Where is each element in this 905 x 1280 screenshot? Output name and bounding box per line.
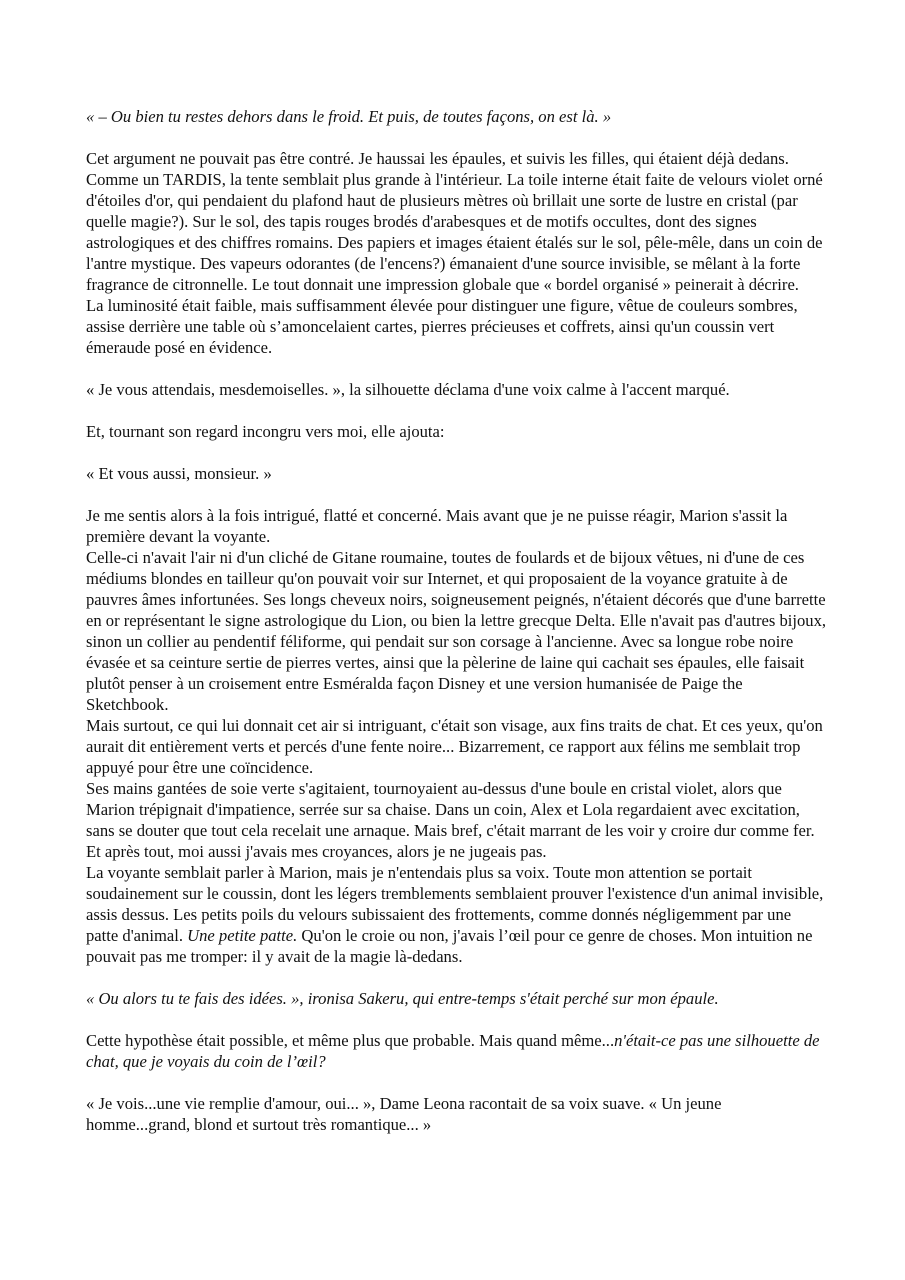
- paragraph-6: [86, 421, 826, 442]
- paragraph-11-text: Ses mains gantées de soie verte s'agitaient, tournoyaient au-dessus d'une boule en cristal violet, alors que Marion trépignait d'impatience, serrée sur sa chaise. Dans un coin, Alex et Lola regardaient avec excitation, sans se douter que tout cela recelait une arnaque. Mais bref, c'était marrant de les voir y croire dur comme fer. Et après tout, moi aussi j'avais mes croyances, alors je ne jugeais pas.: [86, 779, 815, 861]
- paragraph-5: [86, 379, 826, 400]
- paragraph-9-text: Celle-ci n'avait l'air ni d'un cliché de Gitane roumaine, toutes de foulards et de bijoux vêtues, ni d'une de ces médiums blondes en tailleur qu'on pouvait voir sur Internet, et qui proposaient de la voyance gratuite à de pauvres âmes infortunées. Ses longs cheveux noirs, soigneusement peignés, n'étaient décorés que d'une barrette en or représentant le signe astrologique du Lion, ou bien la lettre grecque Delta. Elle n'avait pas d'autres bijoux, sinon un collier au pendentif féliforme, qui pendait sur son corsage à l'ancienne. Avec sa longue robe noire évasée et sa ceinture sertie de pierres vertes, ainsi que la pèlerine de laine qui cachait ses épaules, elle faisait plutôt penser à un croisement entre Esméralda façon Disney et une version humanisée de Paige the Sketchbook.: [86, 548, 827, 714]
- paragraph-2-text: Cet argument ne pouvait pas être contré. Je haussai les épaules, et suivis les filles, qui étaient déjà dedans.: [86, 149, 789, 168]
- paragraph-7: [86, 463, 826, 484]
- paragraph-5-text: « Je vous attendais, mesdemoiselles. », la silhouette déclama d'une voix calme à l'accent marqué.: [86, 380, 730, 399]
- document-page: [86, 106, 826, 1135]
- paragraph-6-text: Et, tournant son regard incongru vers moi, elle ajouta:: [86, 422, 445, 441]
- paragraph-11: [86, 778, 826, 862]
- paragraph-12: [86, 862, 826, 967]
- paragraph-15-text: « Je vois...une vie remplie d'amour, oui... », Dame Leona racontait de sa voix suave. « Un jeune homme...grand, blond et surtout très romantique... »: [86, 1094, 722, 1134]
- paragraph-14-text-b: n'était-ce pas une silhouette de chat, que je voyais du coin de l’œil?: [86, 1031, 820, 1071]
- paragraph-10: [86, 715, 826, 778]
- paragraph-4-text: La luminosité était faible, mais suffisamment élevée pour distinguer une figure, vêtue de couleurs sombres, assise derrière une table où s’amoncelaient cartes, pierres précieuses et coffrets, ainsi qu'un coussin vert émeraude posé en évidence.: [86, 296, 798, 357]
- paragraph-12-text-a: La voyante semblait parler à Marion, mais je n'entendais plus sa voix. Toute mon attention se portait soudainement sur le coussin, dont les légers tremblements semblaient prouver l'existence d'un animal invisible, assis dessus. Les petits poils du velours subissaient des frottements, comme donnés négligemment par une patte d'animal.: [86, 863, 824, 945]
- paragraph-9: [86, 547, 826, 715]
- paragraph-8-text: Je me sentis alors à la fois intrigué, flatté et concerné. Mais avant que je ne puisse réagir, Marion s'assit la première devant la voyante.: [86, 506, 788, 546]
- paragraph-3: [86, 169, 826, 295]
- paragraph-7-text: « Et vous aussi, monsieur. »: [86, 464, 272, 483]
- paragraph-2: [86, 148, 826, 169]
- paragraph-13-text: « Ou alors tu te fais des idées. », ironisa Sakeru, qui entre-temps s'était perché sur mon épaule.: [86, 989, 719, 1008]
- paragraph-12-text-c: Qu'on le croie ou non, j'avais l’œil pour ce genre de choses. Mon intuition ne pouvait pas me tromper: il y avait de la magie là-dedans.: [86, 926, 813, 966]
- paragraph-8: [86, 505, 826, 547]
- paragraph-1: [86, 106, 826, 127]
- paragraph-1-text: « – Ou bien tu restes dehors dans le froid. Et puis, de toutes façons, on est là. »: [86, 107, 612, 126]
- paragraph-15: [86, 1093, 826, 1135]
- paragraph-14: [86, 1030, 826, 1072]
- paragraph-12-text-b: Une petite patte.: [187, 926, 298, 945]
- paragraph-10-text: Mais surtout, ce qui lui donnait cet air si intriguant, c'était son visage, aux fins traits de chat. Et ces yeux, qu'on aurait dit entièrement verts et percés d'une fente noire... Bizarrement, ce rapport aux félins me semblait trop appuyé pour être une coïncidence.: [86, 716, 823, 777]
- paragraph-3-text: Comme un TARDIS, la tente semblait plus grande à l'intérieur. La toile interne était faite de velours violet orné d'étoiles d'or, qui pendaient du plafond haut de plusieurs mètres où brillait une sorte de lustre en cristal (par quelle magie?). Sur le sol, des tapis rouges brodés d'arabesques et de motifs occultes, dont des signes astrologiques et des chiffres romains. Des papiers et images étaient étalés sur le sol, pêle-mêle, dans un coin de l'antre mystique. Des vapeurs odorantes (de l'encens?) émanaient d'une source invisible, se mêlant à la forte fragrance de citronnelle. Le tout donnait une impression globale que « bordel organisé » peinerait à décrire.: [86, 170, 823, 294]
- paragraph-4: [86, 295, 826, 358]
- paragraph-14-text-a: Cette hypothèse était possible, et même plus que probable. Mais quand même...: [86, 1031, 615, 1050]
- paragraph-13: [86, 988, 826, 1009]
